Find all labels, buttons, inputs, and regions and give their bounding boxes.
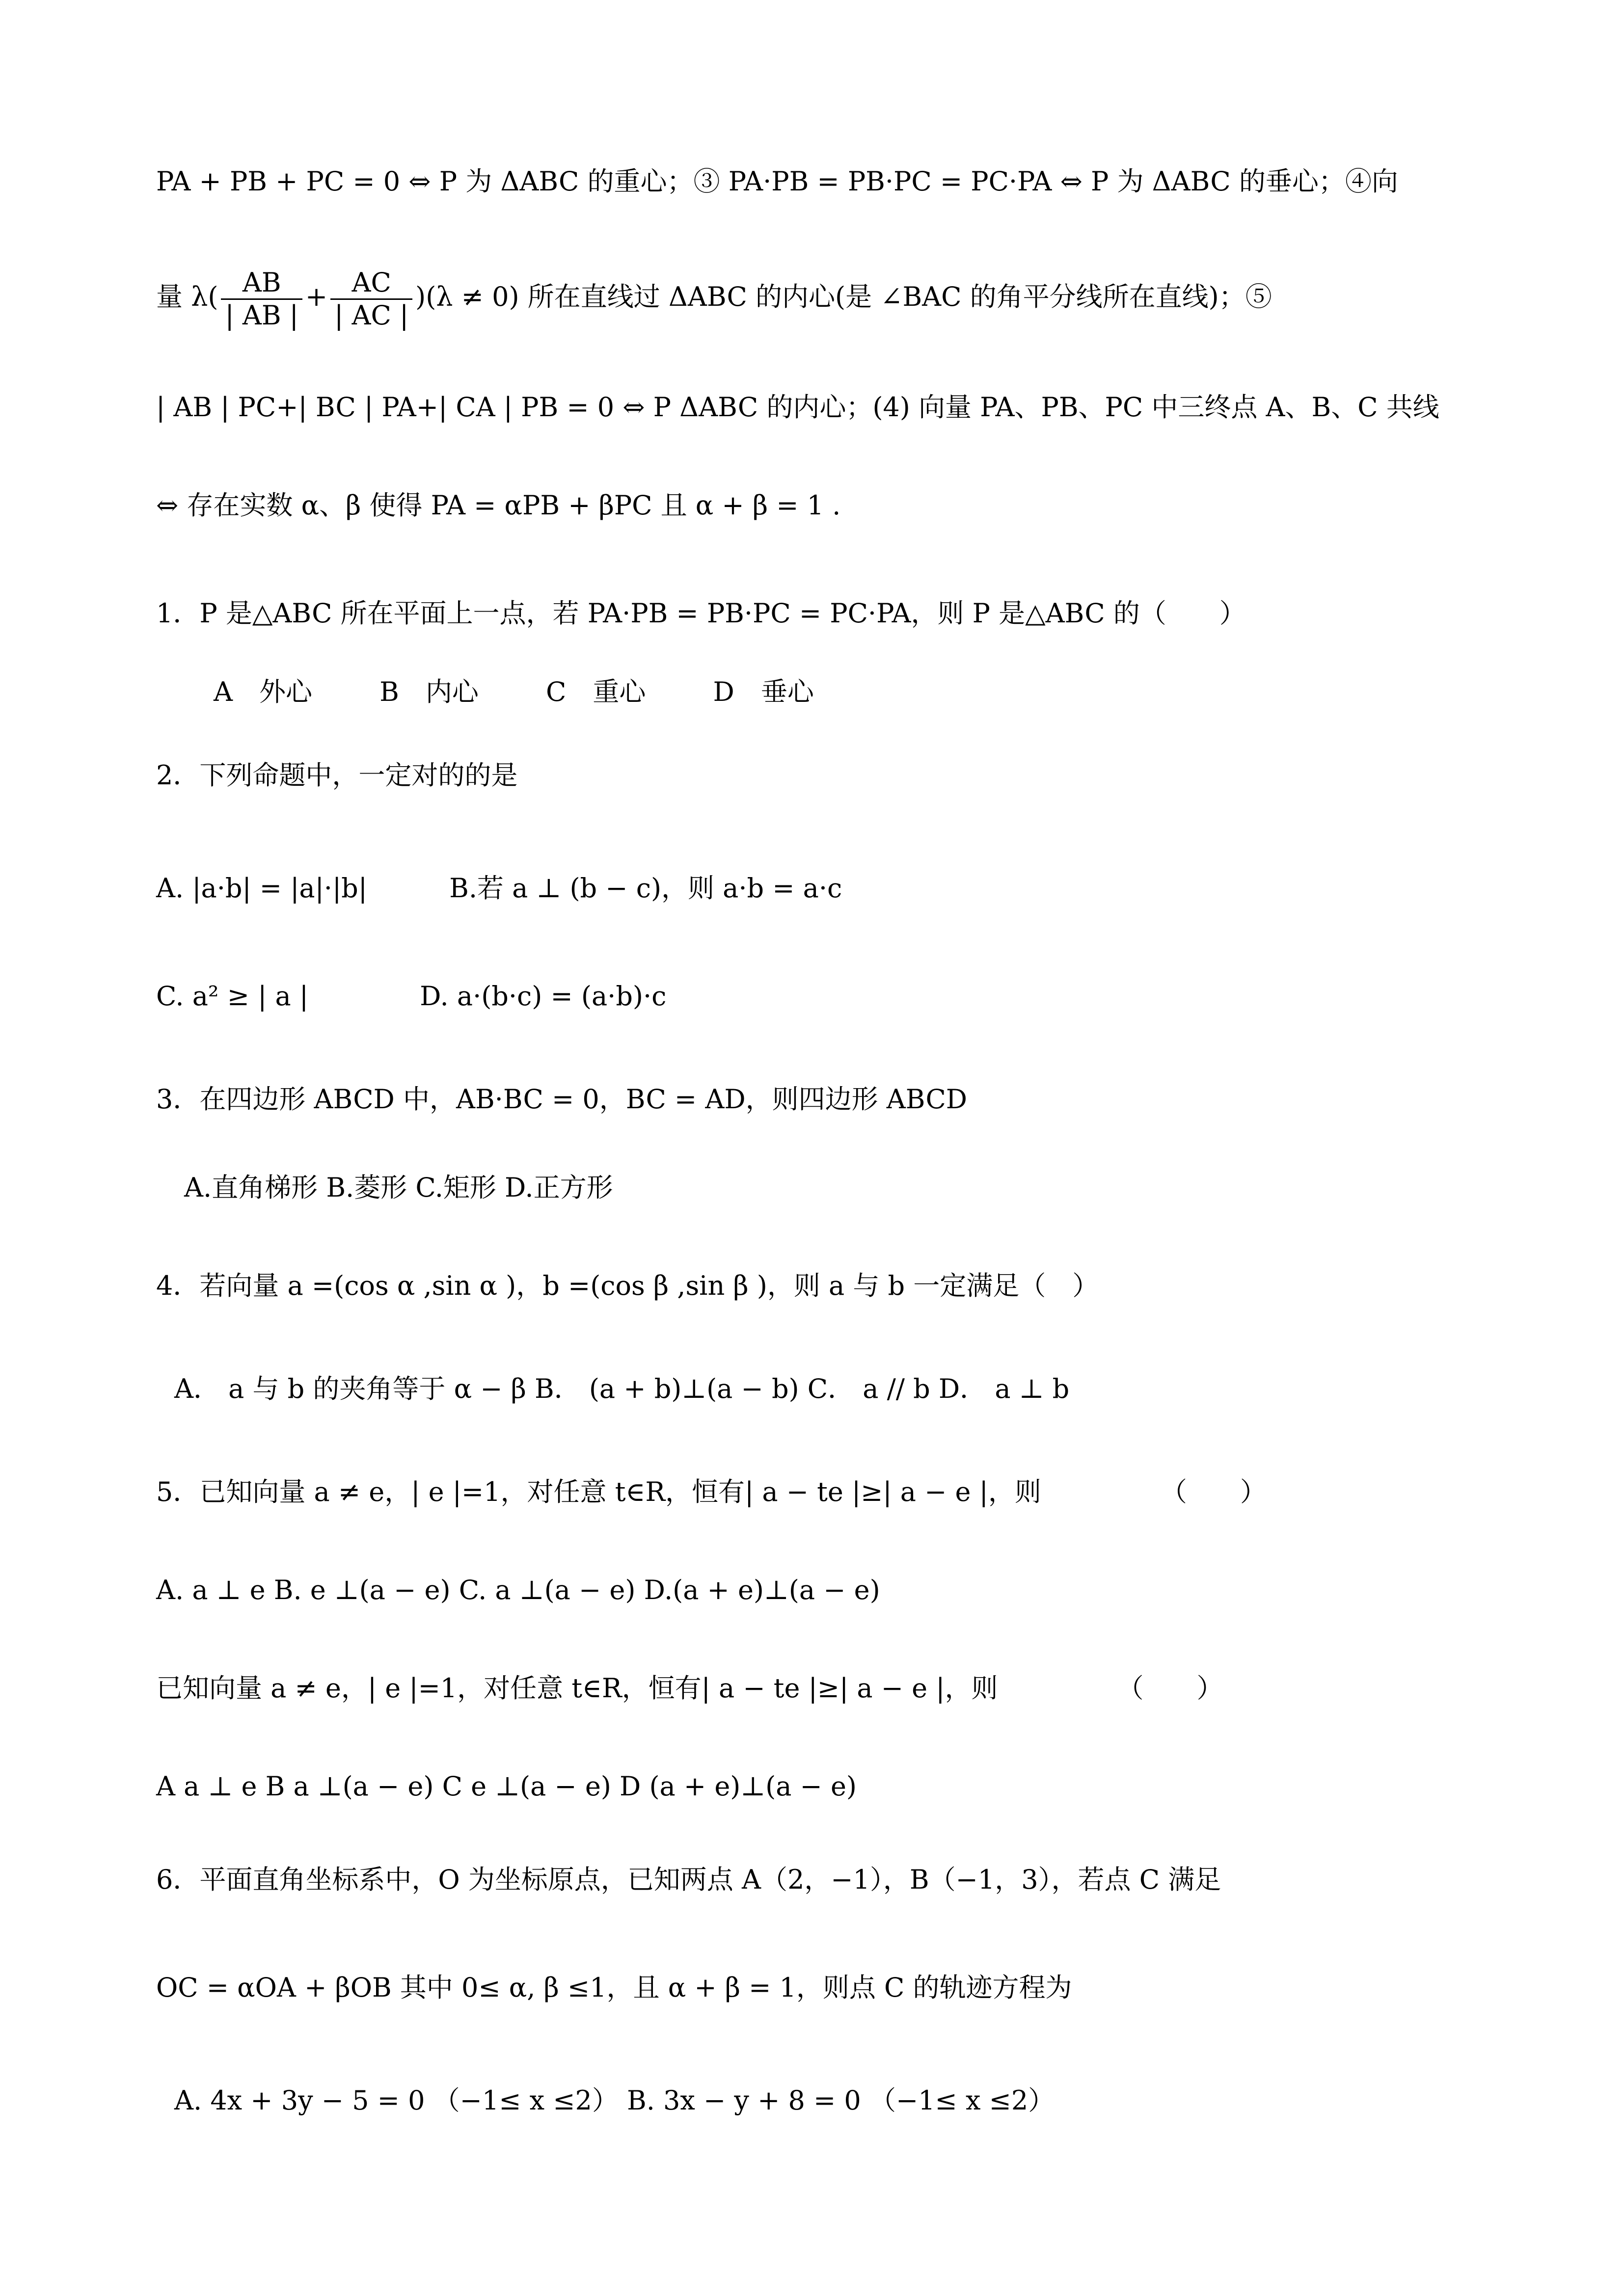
question-3-options: A.直角梯形 B.菱形 C.矩形 D.正方形 (184, 1172, 613, 1203)
q2-option-a: A. |a·b| = |a|·|b| (156, 873, 367, 904)
intro-line-2-prefix: 量 λ( (156, 281, 218, 312)
question-1-options (214, 672, 1477, 712)
question-3-stem: 3．在四边形 ABCD 中，AB·BC = 0，BC = AD，则四边形 ABCD (156, 1084, 968, 1115)
q2-option-d: D. a·(b·c) = (a·b)·c (420, 981, 667, 1012)
intro-line-1: PA + PB + PC = 0 ⇔ P 为 ΔABC 的重心；③ PA·PB = PB·PC = PC·PA ⇔ P 为 ΔABC 的垂心；④向 (156, 166, 1398, 197)
intro-line-4: ⇔ 存在实数 α、β 使得 PA = αPB + βPC 且 α + β = 1 . (156, 490, 841, 521)
q2-option-b: B.若 a ⊥ (b − c)，则 a·b = a·c (449, 873, 842, 904)
fraction-ac (330, 267, 412, 331)
fraction-ab-denominator: | AB | (225, 299, 298, 331)
fraction-ac-denominator: | AC | (334, 299, 409, 331)
plus-sign: + (305, 281, 328, 312)
question-4-options: A． a 与 b 的夹角等于 α − β B． (a + b)⊥(a − b) C． a // b D． a ⊥ b (174, 1373, 1070, 1404)
fraction-ab-numerator: AB (221, 267, 302, 300)
intro-line-3: | AB | PC+| BC | PA+| CA | PB = 0 ⇔ P ΔABC 的内心；(4) 向量 PA、PB、PC 中三终点 A、B、C 共线 (156, 392, 1439, 423)
question-4-stem: 4．若向量 a =(cos α ,sin α )，b =(cos β ,sin β )，则 a 与 b 一定满足（ ） (156, 1270, 1099, 1301)
q1-option-c: C 重心 (546, 676, 646, 707)
question-2-options-cd (156, 977, 1477, 1016)
question-6-line-2: OC = αOA + βOB 其中 0≤ α, β ≤1，且 α + β = 1，则点 C 的轨迹方程为 (156, 1972, 1072, 2003)
q1-option-a: A 外心 (214, 676, 312, 707)
question-5-repeat-stem: 已知向量 a ≠ e，| e |=1，对任意 t∈R，恒有| a − te |≥| a − e |，则 （ ） (156, 1673, 1223, 1704)
q2-option-c: C. a² ≥ | a | (156, 981, 309, 1012)
question-1-stem: 1．P 是△ABC 所在平面上一点，若 PA·PB = PB·PC = PC·PA，则 P 是△ABC 的（ ） (156, 598, 1246, 629)
fraction-ab (221, 267, 302, 331)
question-6-stem: 6．平面直角坐标系中，O 为坐标原点，已知两点 A（2，−1），B（−1，3），若点 C 满足 (156, 1864, 1221, 1895)
q1-option-d: D 垂心 (713, 676, 814, 707)
question-5-options: A. a ⊥ e B. e ⊥(a − e) C. a ⊥(a − e) D.(a + e)⊥(a − e) (156, 1575, 880, 1605)
question-2-stem: 2．下列命题中，一定对的的是 (156, 760, 518, 791)
fraction-ac-numerator: AC (330, 267, 412, 300)
question-6-options: A. 4x + 3y − 5 = 0 （−1≤ x ≤2） B. 3x − y + 8 = 0 （−1≤ x ≤2） (174, 2085, 1055, 2116)
question-5-repeat-options: A a ⊥ e B a ⊥(a − e) C e ⊥(a − e) D (a + e)⊥(a − e) (156, 1771, 857, 1802)
intro-line-2-suffix: )(λ ≠ 0) 所在直线过 ΔABC 的内心(是 ∠BAC 的角平分线所在直线)；⑤ (415, 281, 1272, 312)
question-2-options-ab (156, 869, 1477, 908)
question-5-stem: 5．已知向量 a ≠ e，| e |=1，对任意 t∈R，恒有| a − te |≥| a − e |，则 （ ） (156, 1476, 1267, 1507)
q1-option-b: B 内心 (379, 676, 479, 707)
intro-line-2 (156, 258, 1477, 336)
